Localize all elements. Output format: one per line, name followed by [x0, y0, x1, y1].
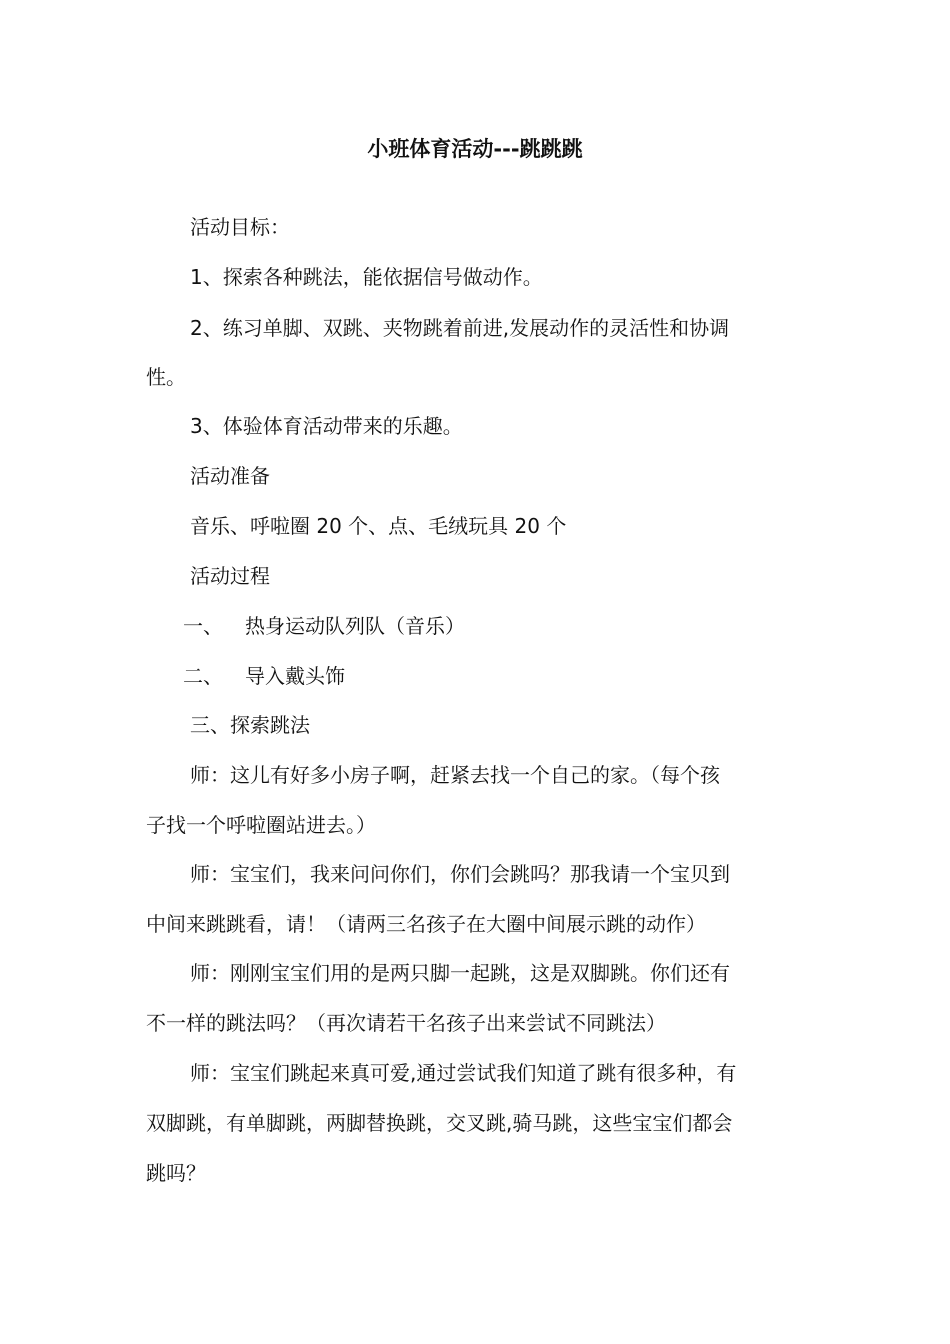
- dialogue-1-cont: 子找一个呼啦圈站进去。）: [146, 813, 376, 837]
- dialogue-4: 师：宝宝们跳起来真可爱,通过尝试我们知道了跳有很多种，有: [190, 1061, 737, 1085]
- process-step-2: [183, 660, 847, 692]
- goal-item-2: 2、练习单脚、双跳、夹物跳着前进,发展动作的灵活性和协调: [190, 316, 730, 340]
- dialogue-2: 师：宝宝们，我来问问你们，你们会跳吗？那我请一个宝贝到: [190, 862, 730, 886]
- step-text: 热身运动队列队（音乐）: [245, 614, 465, 638]
- process-step-3: 三、探索跳法: [190, 713, 310, 737]
- section-heading-goals: 活动目标：: [190, 215, 290, 239]
- step-number: 二、: [183, 664, 223, 688]
- section-heading-process: 活动过程: [190, 564, 270, 588]
- dialogue-4-end: 跳吗？: [146, 1161, 206, 1185]
- dialogue-1: 师：这儿有好多小房子啊，赶紧去找一个自己的家。（每个孩: [190, 763, 720, 787]
- goal-item-1: 1、探索各种跳法，能依据信号做动作。: [190, 265, 543, 289]
- process-step-1: [183, 610, 847, 642]
- step-number: 一、: [183, 614, 223, 638]
- dialogue-2-cont: 中间来跳跳看，请！（请两三名孩子在大圈中间展示跳的动作）: [146, 912, 706, 936]
- dialogue-3-cont: 不一样的跳法吗？（再次请若干名孩子出来尝试不同跳法）: [146, 1011, 666, 1035]
- step-text: 导入戴头饰: [245, 664, 345, 688]
- section-heading-preparation: 活动准备: [190, 464, 270, 488]
- dialogue-4-cont: 双脚跳，有单脚跳，两脚替换跳，交叉跳,骑马跳，这些宝宝们都会: [146, 1111, 733, 1135]
- goal-item-3: 3、体验体育活动带来的乐趣。: [190, 414, 463, 438]
- document-title: 小班体育活动---跳跳跳: [367, 137, 583, 161]
- dialogue-3: 师：刚刚宝宝们用的是两只脚一起跳，这是双脚跳。你们还有: [190, 961, 730, 985]
- goal-item-2-cont: 性。: [146, 365, 186, 389]
- preparation-text: 音乐、呼啦圈 20 个、点、毛绒玩具 20 个: [190, 514, 567, 538]
